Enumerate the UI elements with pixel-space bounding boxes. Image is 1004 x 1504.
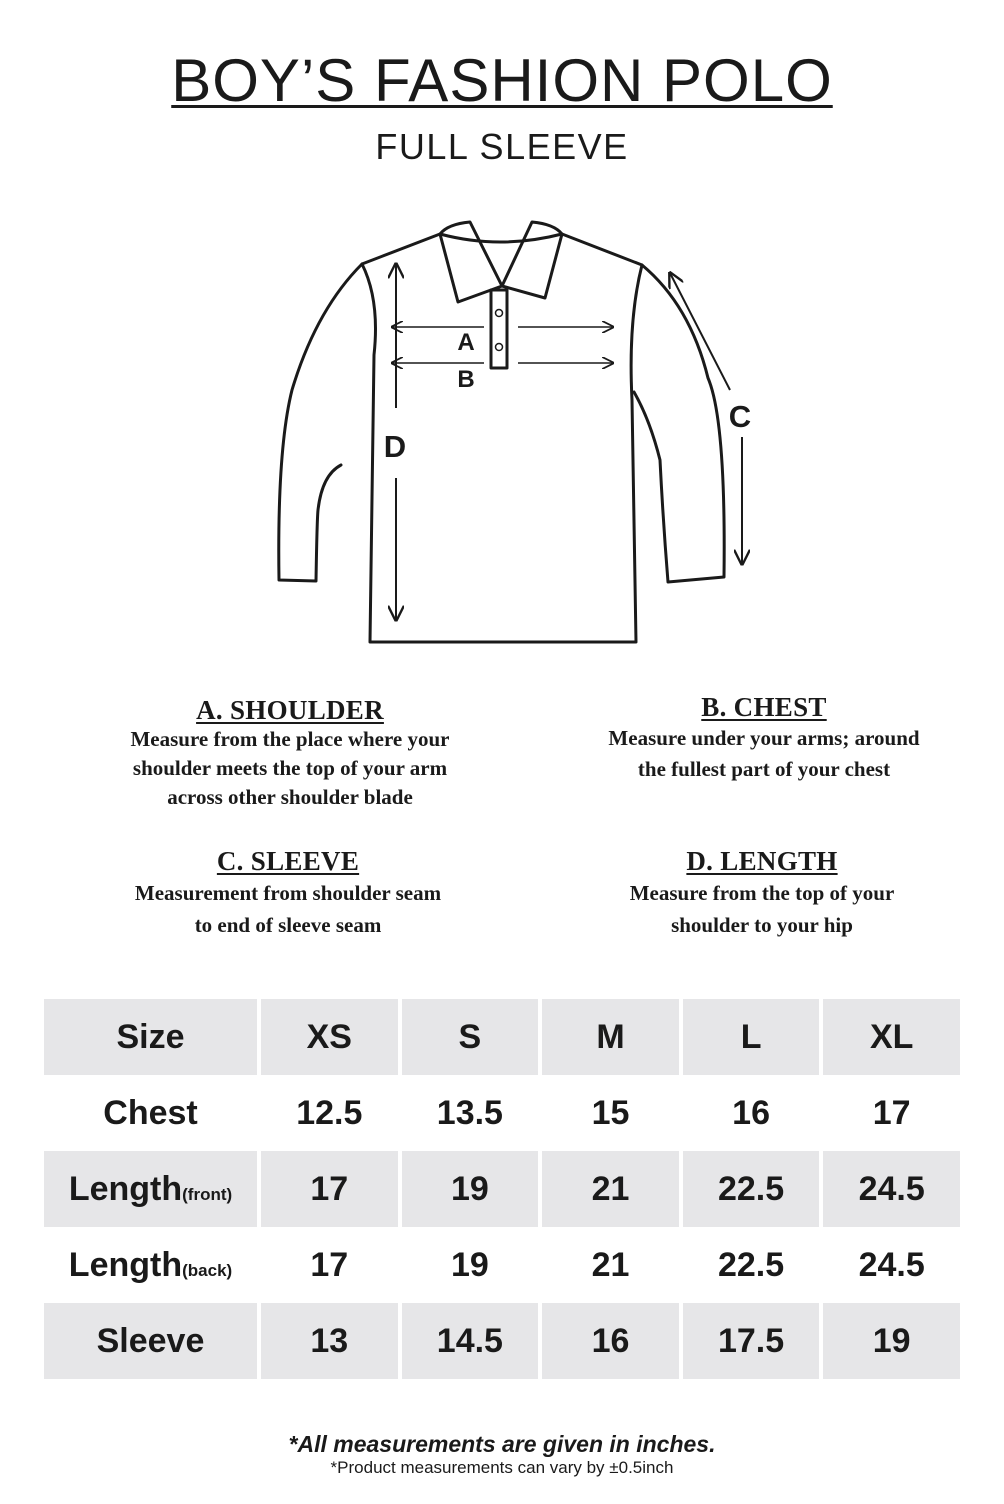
- chest-description: [564, 692, 964, 785]
- sleeve-description: [88, 845, 488, 941]
- table-row-label: Chest: [103, 1093, 198, 1132]
- table-cell: 17: [310, 1245, 349, 1284]
- sleeve-text: Measurement from shoulder seam to end of sleeve seam: [134, 881, 442, 937]
- table-cell: 17: [872, 1093, 911, 1132]
- measurement-units-note: *All measurements are given in inches.: [288, 1431, 716, 1457]
- table-header-cell: S: [402, 999, 539, 1075]
- table-cell: 17: [261, 1151, 398, 1227]
- table-cell: 12.5: [296, 1093, 363, 1132]
- shirt-left-sleeve: [279, 264, 362, 581]
- table-cell: 14.5: [402, 1303, 539, 1379]
- table-row-label: Length(front): [44, 1151, 257, 1227]
- table-row: [44, 1227, 960, 1303]
- table-row-label: Sleeve: [44, 1303, 257, 1379]
- table-row: [44, 1303, 960, 1379]
- table-cell: 13.5: [436, 1093, 503, 1132]
- table-cell: 15: [591, 1093, 630, 1132]
- page-subtitle: FULL SLEEVE: [375, 126, 629, 167]
- table-cell: 13: [261, 1303, 398, 1379]
- length-description: [562, 845, 962, 941]
- table-cell: 24.5: [823, 1151, 960, 1227]
- table-row: [44, 1151, 960, 1227]
- measurement-variance-note: *Product measurements can vary by ±0.5inch: [330, 1458, 674, 1477]
- polo-shirt-diagram: [260, 210, 800, 660]
- length-text: Measure from the top of your shoulder to your hip: [629, 881, 895, 937]
- shirt-placket: [491, 290, 507, 368]
- table-row: [44, 1075, 960, 1151]
- shirt-collar-right: [502, 222, 562, 298]
- shoulder-description: [90, 696, 490, 812]
- shirt-neckline: [440, 234, 562, 242]
- size-chart-table: [40, 999, 964, 1379]
- table-header-cell: Size: [44, 999, 257, 1075]
- table-cell: 21: [591, 1245, 630, 1284]
- label-b: B: [457, 366, 475, 393]
- table-cell: 19: [402, 1151, 539, 1227]
- label-d: D: [383, 429, 407, 464]
- arrow-c-upper: [670, 273, 730, 390]
- label-a: A: [457, 329, 475, 356]
- table-header-cell: XL: [823, 999, 960, 1075]
- table-header-cell: L: [683, 999, 820, 1075]
- shoulder-heading: A. SHOULDER: [196, 695, 384, 725]
- shirt-right-sleeve: [634, 265, 724, 582]
- table-header-cell: XS: [261, 999, 398, 1075]
- table-cell: 17.5: [683, 1303, 820, 1379]
- page-title: BOY’S FASHION POLO: [171, 47, 833, 114]
- table-cell: 16: [732, 1093, 770, 1132]
- label-c: C: [728, 399, 752, 434]
- table-cell: 24.5: [858, 1245, 925, 1284]
- shoulder-text: Measure from the place where your shoulder meets the top of your arm across other shoulder blade: [130, 727, 450, 809]
- table-row-label: Length(back): [68, 1245, 233, 1284]
- table-cell: 16: [542, 1303, 679, 1379]
- table-header-row: [44, 999, 960, 1075]
- sleeve-heading: C. SLEEVE: [216, 846, 360, 876]
- shirt-button-bottom: [496, 344, 503, 351]
- table-cell: 22.5: [683, 1151, 820, 1227]
- table-cell: 19: [450, 1245, 489, 1284]
- shirt-button-top: [496, 310, 503, 317]
- table-cell: 19: [823, 1303, 960, 1379]
- chest-heading: B. CHEST: [701, 692, 827, 722]
- chest-text: Measure under your arms; around the fullest part of your chest: [608, 726, 920, 781]
- length-heading: D. LENGTH: [686, 846, 838, 876]
- table-cell: 22.5: [717, 1245, 785, 1284]
- table-header-cell: M: [542, 999, 679, 1075]
- table-cell: 21: [542, 1151, 679, 1227]
